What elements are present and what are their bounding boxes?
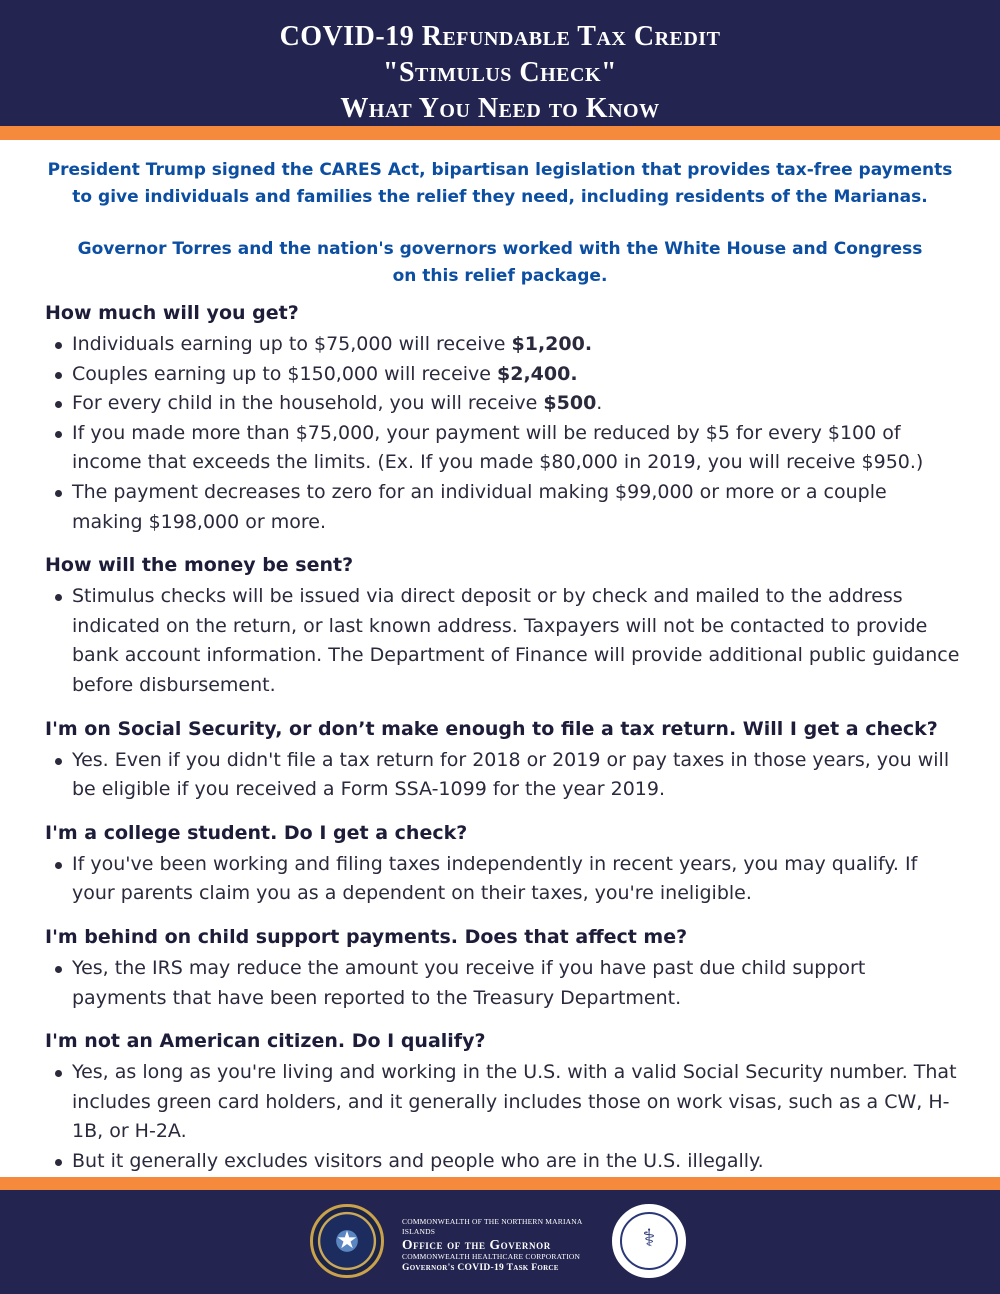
- intro-line-1: President Trump signed the CARES Act, bipartisan legislation that provides tax-free payments: [47, 160, 953, 180]
- footer-line-1: COMMONWEALTH OF THE NORTHERN MARIANA ISLANDS: [402, 1217, 583, 1236]
- bottom-accent-stripe: [0, 1177, 1000, 1190]
- intro-line-3: Governor Torres and the nation's governors worked with the White House and Congress: [77, 239, 923, 259]
- faq-question: I'm a college student. Do I get a check?: [45, 821, 468, 844]
- list-item: Yes, the IRS may reduce the amount you receive if you have past due child support payments that have been reported to the Treasury Department.: [45, 954, 960, 1013]
- list-item: If you've been working and filing taxes independently in recent years, you may qualify. If your parents claim you as a dependent on their taxes, you're ineligible.: [45, 850, 960, 909]
- intro-line-4: on this relief package.: [392, 266, 608, 286]
- title-line-1: COVID-19 Refundable Tax Credit: [279, 21, 721, 52]
- bullet-list: [45, 954, 960, 1013]
- faq-section-delivery: [45, 552, 960, 700]
- list-item: Couples earning up to $150,000 will receive $2,400.: [45, 360, 960, 390]
- faq-question: How much will you get?: [45, 302, 299, 324]
- footer-line-2: Office of the Governor: [402, 1237, 551, 1252]
- bullet-list: [45, 746, 960, 805]
- title-line-2: "Stimulus Check": [382, 57, 618, 88]
- page-header: [0, 0, 1000, 126]
- list-item: The payment decreases to zero for an individual making $99,000 or more or a couple making $198,000 or more.: [45, 478, 960, 537]
- faq-question: How will the money be sent?: [45, 554, 354, 577]
- list-item: Stimulus checks will be issued via direct deposit or by check and mailed to the address indicated on the return, or last known address. Taxpayers will not be contacted to provide bank account information. The Department of Finance will provide additional public guidance before disbursement.: [45, 582, 960, 700]
- footer-line-3: COMMONWEALTH HEALTHCARE CORPORATION: [402, 1252, 581, 1261]
- list-item: For every child in the household, you will receive $500.: [45, 389, 960, 419]
- cnmi-seal-icon: ★: [310, 1204, 384, 1278]
- faq-question: I'm on Social Security, or don’t make enough to file a tax return. Will I get a check?: [45, 717, 938, 740]
- bullet-list: [45, 330, 960, 537]
- faq-section-citizenship: [45, 1028, 960, 1176]
- list-item: Individuals earning up to $75,000 will receive $1,200.: [45, 330, 960, 360]
- chcc-seal-icon: ⚕: [612, 1204, 686, 1278]
- intro-paragraph-2: [0, 236, 1000, 290]
- intro-line-2: to give individuals and families the relief they need, including residents of the Marianas.: [72, 187, 928, 207]
- page-footer: [0, 1190, 1000, 1294]
- faq-section-student: [45, 820, 960, 909]
- top-accent-stripe: [0, 126, 1000, 140]
- faq-question: I'm not an American citizen. Do I qualify?: [45, 1030, 486, 1053]
- faq-section-social-security: [45, 716, 960, 805]
- footer-credits: [402, 1217, 602, 1274]
- intro-paragraph-1: [0, 157, 1000, 211]
- title-line-3: What You Need to Know: [340, 93, 660, 124]
- faq-content: [45, 300, 960, 1191]
- list-item: Yes. Even if you didn't file a tax return for 2018 or 2019 or pay taxes in those years, you will be eligible if you received a Form SSA-1099 for the year 2019.: [45, 746, 960, 805]
- bullet-list: [45, 850, 960, 909]
- faq-section-child-support: [45, 924, 960, 1013]
- list-item: If you made more than $75,000, your payment will be reduced by $5 for every $100 of income that exceeds the limits. (Ex. If you made $80,000 in 2019, you will receive $950.): [45, 419, 960, 478]
- bullet-list: [45, 582, 960, 700]
- list-item: But it generally excludes visitors and people who are in the U.S. illegally.: [45, 1147, 960, 1177]
- bullet-list: [45, 1058, 960, 1176]
- faq-section-amount: [45, 300, 960, 537]
- footer-line-4: Governor's COVID-19 Task Force: [402, 1263, 559, 1273]
- faq-question: I'm behind on child support payments. Does that affect me?: [45, 925, 688, 948]
- list-item: Yes, as long as you're living and working in the U.S. with a valid Social Security number. That includes green card holders, and it generally includes those on work visas, such as a CW, H-1B, or H-2A.: [45, 1058, 960, 1147]
